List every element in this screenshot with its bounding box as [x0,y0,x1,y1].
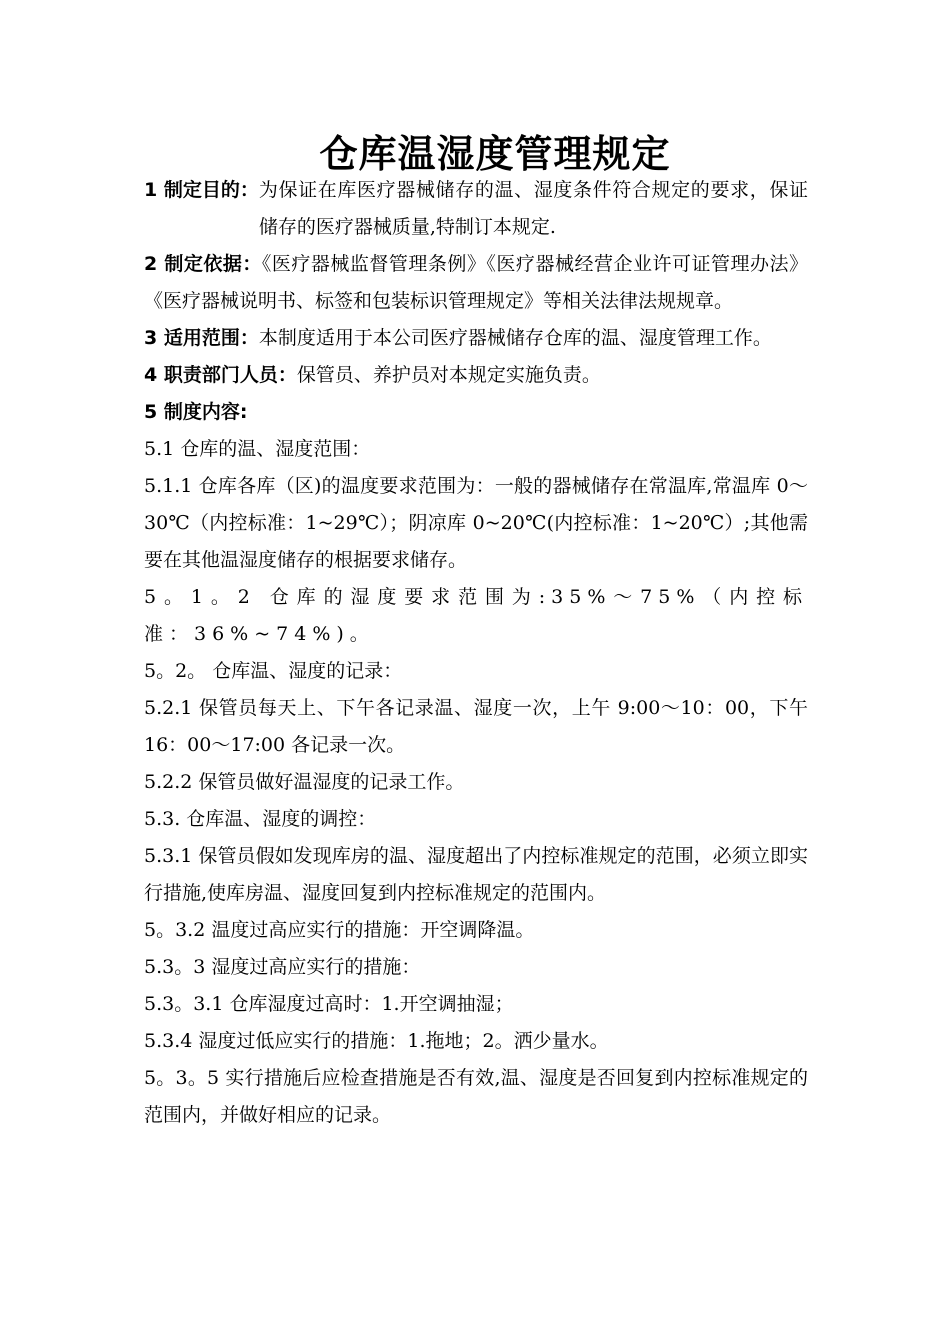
document-title: 仓库温湿度管理规定 [319,132,671,176]
clause-5-3-3: 5.3。3 湿度过高应实行的措施： [144,956,421,978]
section-purpose-label: 1 制定目的： [144,179,259,201]
document-body [144,172,808,1134]
clause-5-3: 5.3. 仓库温、湿度的调控： [144,808,377,830]
clause-5-3-4: 5.3.4 湿度过低应实行的措施：1.拖地；2。洒少量水。 [144,1030,609,1052]
clause-5-3-1: 5.3.1 保管员假如发现库房的温、湿度超出了内控标准规定的范围，必须立即实行措施,使库房温、湿度回复到内控标准规定的范围内。 [144,845,808,904]
section-purpose [144,172,808,246]
section-basis [144,246,808,320]
section-scope-text: 本制度适用于本公司医疗器械储存仓库的温、湿度管理工作。 [258,327,772,349]
clause-5-2: 5。2。 仓库温、湿度的记录： [144,660,403,682]
section-responsibility-text: 保管员、养护员对本规定实施负责。 [296,364,601,386]
section-content-label: 5 制度内容: [144,401,248,423]
clause-5-2-1: 5.2.1 保管员每天上、下午各记录温、湿度一次，上午 9:00～10：00，下午 16：00～17:00 各记录一次。 [144,697,808,756]
clause-5-3-5: 5。3。5 实行措施后应检查措施是否有效,温、湿度是否回复到内控标准规定的范围内，并做好相应的记录。 [144,1067,808,1126]
clause-5-3-2: 5。3.2 温度过高应实行的措施：开空调降温。 [144,919,535,941]
clause-5-1-1: 5.1.1 仓库各库（区)的温度要求范围为：一般的器械储存在常温库,常温库 0～30℃（内控标准：1~29℃）；阴凉库 0~20℃(内控标准：1~20℃）;其他需要在其他温湿度储存的根据要求储存。 [144,475,808,571]
clause-5-3-3-1: 5.3。3.1 仓库湿度过高时：1.开空调抽湿； [144,993,514,1015]
section-purpose-text: 为保证在库医疗器械储存的温、湿度条件符合规定的要求，保证储存的医疗器械质量,特制订本规定. [258,179,808,238]
section-content [144,394,808,431]
section-basis-label: 2 制定依据： [144,253,262,275]
section-scope [144,320,808,357]
clause-5-2-2: 5.2.2 保管员做好温湿度的记录工作。 [144,771,465,793]
section-scope-label: 3 适用范围： [144,327,259,349]
section-responsibility-label: 4 职责部门人员： [144,364,297,386]
section-basis-text: 《医疗器械监督管理条例》《医疗器械经营企业许可证管理办法》《医疗器械说明书、标签和包装标识管理规定》等相关法律法规规章。 [144,253,808,312]
section-responsibility [144,357,808,394]
clause-5-1-2: 5。1。2 仓库的湿度要求范围为:35%～75%（内控标准：36%~74%)。 [144,586,808,645]
clause-5-1: 5.1 仓库的温、湿度范围： [144,438,371,460]
